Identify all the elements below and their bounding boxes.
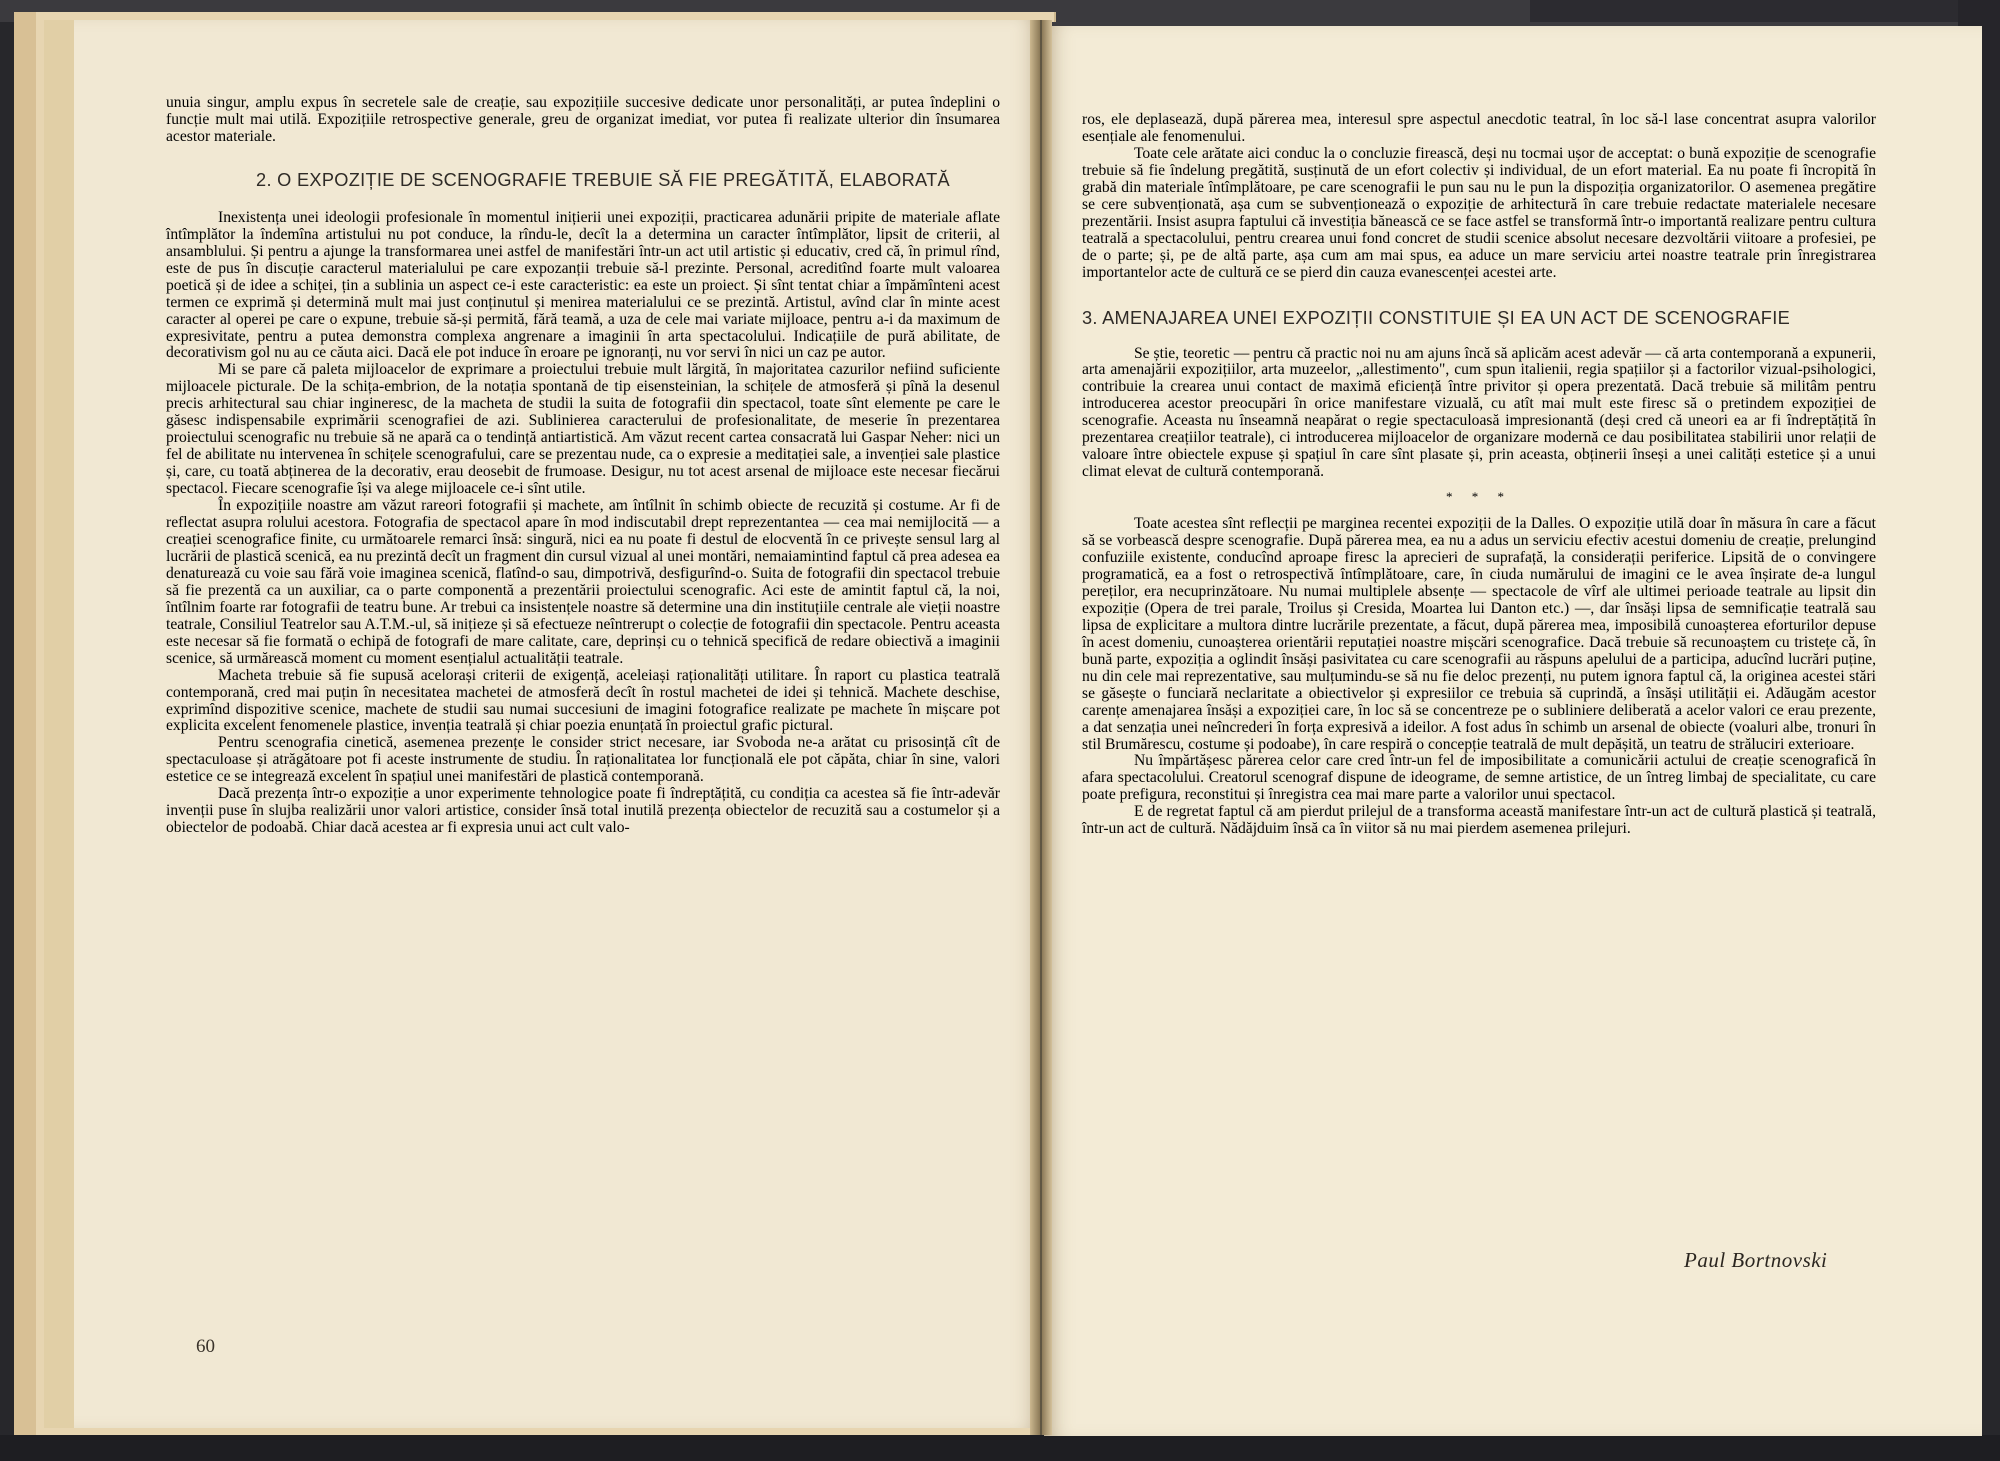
right-paragraph: Se știe, teoretic — pentru că practic noi nu am ajuns încă să aplicăm acest adevăr — că arta contemporană a expunerii, arta amenajării expozițiilor, arta muzeelor, „allestimento", cum spun italienii, regia spațiilor și a factorilor vizual-psihologici, contribuie la crearea unui contact de maximă eficiență între privitor și opera prezentată. Dacă trebuie să militâm pentru introducerea acestor preocupări în orice manifestare vizuală, cu atît mai mult este firesc să o pretindem expoziției de scenografie. Aceasta nu înseamnă neapărat o regie spectaculoasă impresionantă (deși cred că uneori ea ar fi îndreptățită în prezentarea creațiilor teatrale), ci introducerea mijloacelor de organizare modernă ce dau posibilitatea stabilirii unor relații de valoare între obiectele expuse și spațiul în care sînt plasate și, prin aceasta, obținerii înseși a unei calități estetice și a unui climat elevat de cultură contemporană. <box>1082 344 1876 481</box>
right-paragraph: ros, ele deplasează, după părerea mea, interesul spre aspectul anecdotic teatral, în loc să-l lase concentrat asupra valorilor esențiale ale fenomenului. <box>1082 111 1876 145</box>
section-heading-2: 2. O EXPOZIȚIE DE SCENOGRAFIE TREBUIE SĂ FIE PREGĂTITĂ, ELABORATĂ <box>256 169 950 190</box>
right-paragraph: Nu împărtășesc părerea celor care cred într-un fel de imposibilitate a comunicării actului de creație scenografică în afara spectacolului. Creatorul scenograf dispune de ideograme, de semne artistice, de un întreg limbaj de specialitate, cu care poate prefigura, reconstitui și înregistra cea mai mare parte a valorilor unui spectacol. <box>1082 752 1876 804</box>
left-page-text <box>166 95 1000 837</box>
scan-background-bottom <box>0 1435 2000 1461</box>
section-separator: * * * <box>1446 489 1512 505</box>
book-gutter <box>1030 20 1052 1435</box>
left-paragraph: Mi se pare că paleta mijloacelor de exprimare a proiectului trebuie mult lărgită, în majoritatea cazurilor nefiind suficiente mijloacele picturale. De la schița-embrion, de la notația spontană de tip eisensteinian, la schițele de atmosferă și pînă la desenul precis arhitectural sau chiar ingineresc, de la macheta de studii la suita de fotografii din spectacol, toate sînt elemente pe care le găsesc indispensabile exprimării scenografiei de azi. Sublinierea caracterului de profesionalitate, de meserie în prezentarea proiectului scenografic nu trebuie să ne apară ca o tendință antiartistică. Am văzut recent cartea consacrată lui Gaspar Neher: nici un fel de abilitate nu intervenea în schițele scenografului, care se prezentau nude, ca o expresie a meditației sale, a invenției sale plastice și, care, cu toată abținerea de la decorativ, erau deosebit de frumoase. Desigur, nu tot acest arsenal de mijloace este necesar fiecărui spectacol. Fiecare scenografie își va alege mijloacele ce-i sînt utile. <box>166 361 1000 498</box>
section-heading-3: 3. AMENAJAREA UNEI EXPOZIȚII CONSTITUIE ȘI EA UN ACT DE SCENOGRAFIE <box>1082 307 1790 328</box>
left-intro-paragraph: unuia singur, amplu expus în secretele sale de creație, sau expozițiile succesive dedicate unor personalități, ar putea îndeplini o funcție mult mai utilă. Expozițiile retrospective generale, greu de organizat imediat, vor putea fi realizate ulterior din însumarea acestor materiale. <box>166 94 1000 145</box>
right-paragraph: E de regretat faptul că am pierdut prilejul de a transforma această manifestare într-un act de cultură plastică și teatrală, într-un act de cultură. Nădăjduim însă ca în viitor să nu mai pierdem asemenea prilejuri. <box>1082 803 1876 838</box>
right-page-text <box>1082 112 1876 838</box>
right-paragraph: Toate acestea sînt reflecții pe marginea recentei expoziții de la Dalles. O expoziție utilă doar în măsura în care a făcut să se vorbească despre scenografie. După părerea mea, ea nu a adus un serviciu efectiv acestui domeniu de creație, prelungind confuziile existente, conducînd aproape firesc la aprecieri de suprafață, la considerații periferice. Lipsită de o convingere programatică, ea a fost o retrospectivă întîmplătoare, care, în ciuda numărului de imagini ce le avea înșirate de-a lungul pereților, era necuprinzătoare. Nu numai multiplele absențe — spectacole de vîrf ale ultimei perioade teatrale au lipsit din expoziție (Opera de trei parale, Troilus și Cresida, Moartea lui Danton etc.) —, dar însăși lipsa de semnificație teatrală sau lipsa de explicitare a multora dintre lucrările prezentate, a făcut, după părerea mea, imposibilă cunoașterea eforturilor depuse în acest domeniu, cunoașterea orientării reputației noastre mișcări scenografice. Dacă trebuie să recunoaștem cu tristețe că, în bună parte, expoziția a oglindit însăși pasivitatea cu care scenografii au răspuns apelului de a participa, aducînd lucrări puține, nu din cele mai reprezentative, sau mulțumindu-se să nu fie deloc prezenți, nu putem ignora faptul că, la originea acestei stări se găsește o funciară neclaritate a obiectivelor și expresiilor ce trebuia să cuprindă, a însăși utilității ei. Adăugăm acestor carențe amenajarea însăși a expoziției care, în loc să se concentreze pe o subliniere deliberată a acelor valori ce erau prezente, a dat senzația unei neîncrederi în forța expresivă a ideilor. A fost adus în schimb un arsenal de obiecte (voaluri albe, tronuri în stil Brumărescu, costume și podoabe), în care respiră o concepție teatrală de mult depășită, un teatru de străluciri exterioare. <box>1082 515 1876 753</box>
author-signature: Paul Bortnovski <box>1684 1248 1828 1272</box>
left-paragraph: Macheta trebuie să fie supusă acelorași criterii de exigență, aceleiași raționalități utilitare. În raport cu plastica teatrală contemporană, cred mai puțin în necesitatea machetei de atmosferă decît în rostul machetei de idei și tehnică. Machete deschise, exprimînd dispozitive scenice, machete de studii sau numai succesiuni de imagini fotografice realizate pe machete în mișcare pot explicita excelent fenomenele plastice, invenția teatrală și chiar poezia enunțată în proiectul grafic pictural. <box>166 666 1000 735</box>
left-paragraph: În expozițiile noastre am văzut rareori fotografii și machete, am întîlnit în schimb obiecte de recuzită și costume. Ar fi de reflectat asupra rolului acestora. Fotografia de spectacol apare în mod indiscutabil drept reprezentantea — cea mai nemijlocită — a creației scenografice finite, cu următoarele remarci însă: singură, nici ea nu poate fi destul de elocventă în ce privește sensul larg al lucrării de plastică scenică, ea nu prezintă decît un fragment din cursul vizual al unei montări, nemaiamintind faptul că prea adesea ea denaturează cu voie sau fără voie imaginea scenică, flatînd-o sau, dimpotrivă, desfigurînd-o. Suita de fotografii din spectacol trebuie să fie prezentă ca un auxiliar, ca o parte componentă a prezentării proiectului scenografic. Aci este de amintit faptul că, la noi, întîlnim foarte rar fotografii de teatru bune. Ar trebui ca insistențele noastre să determine una din instituțiile centrale ale vieții noastre teatrale, Consiliul Teatrelor sau A.T.M.-ul, să inițieze și să efectueze neîntrerupt o colecție de fotografii din spectacole. Pentru aceasta este necesar să fie formată o echipă de fotografi de mare calitate, care, deprinși cu o tehnică specifică de redare obiectivă a imaginii scenice, să urmărească moment cu moment esențialul actualității teatrale. <box>166 497 1000 667</box>
left-paragraph: Inexistența unei ideologii profesionale în momentul inițierii unei expoziții, practicarea adunării pripite de materiale aflate întîmplător la îndemîna artistului nu pot conduce, la rîndu-le, decît la a determina un caracter întîmplător, lipsit de criterii, al ansamblului. Și pentru a ajunge la transformarea unei astfel de manifestări într-un act util artistic și educativ, cred că, în primul rînd, este de pus în discuție caracterul materialului pe care expozanții trebuie să-l prezinte. Personal, acreditînd foarte mult valoarea poetică și de idee a schiței, țin a sublinia un aspect ce-i este caracteristic: ea este un proiect. Și sînt tentat chiar a împămînteni acest termen ce exprimă și determină mult mai just conținutul și menirea materialului ce se prezintă. Artistul, avînd clar în minte acest caracter al operei pe care o expune, trebuie să-și permită, fără teamă, a uza de cele mai variate mijloace, pentru a-i da maximum de expresivitate, pentru a putea demonstra complexa angrenare a imaginii în arta spectacolului. Indicațiile de pură abilitate, de decorativism gol nu au ce căuta aici. Dacă ele pot induce în eroare pe ignoranți, nu vor servi în nici un caz pe autor. <box>166 208 1000 362</box>
right-paragraph: Toate cele arătate aici conduc la o concluzie firească, deși nu tocmai ușor de acceptat: o bună expoziție de scenografie trebuie să fie îndelung pregătită, susținută de un efort colectiv și individual, de un efort material. Ea nu poate fi încropită în grabă din materiale întîmplătoare, pe care scenografii le pun sau nu le pun la dispoziția organizatorilor. O asemenea pregătire se cere subvenționată, așa cum se subvenționează o expoziție de arhitectură în care trebuie redactate materialele necesare prezentării. Insist asupra faptului că investiția bănească ce se face astfel se transformă într-o importantă realizare pentru cultura teatrală a spectacolului, pentru crearea unui fond concret de studii scenice absolut necesare dezvoltării viitoare a profesiei, pe de o parte; și, pe de altă parte, așa cum am mai spus, ea aduce un mare serviciu artei noastre teatrale prin înregistrarea importantelor acte de cultură ce se pierd din cauza evanescenței acestei arte. <box>1082 144 1876 281</box>
left-paragraph: Dacă prezența într-o expoziție a unor experimente tehnologice poate fi îndreptățită, cu condiția ca acestea să fie într-adevăr invenții puse în slujba realizării unor valori artistice, consider însă total inutilă prezența obiectelor de recuzită sau a costumelor și a obiectelor de podoabă. Chiar dacă acestea ar fi expresia unui act cult valo- <box>166 785 1000 837</box>
page-number: 60 <box>196 1336 215 1357</box>
left-paragraph: Pentru scenografia cinetică, asemenea prezențe le consider strict necesare, iar Svoboda ne-a arătat cu prisosință cît de spectaculoase și atrăgătoare pot fi aceste instrumente de studiu. În raționalitatea lor funcțională ele pot căpăta, chiar în sine, valori estetice ce se integrează excelent în spațiul unei manifestări de plastică contemporană. <box>166 734 1000 786</box>
book-cover-edge <box>14 12 36 1437</box>
